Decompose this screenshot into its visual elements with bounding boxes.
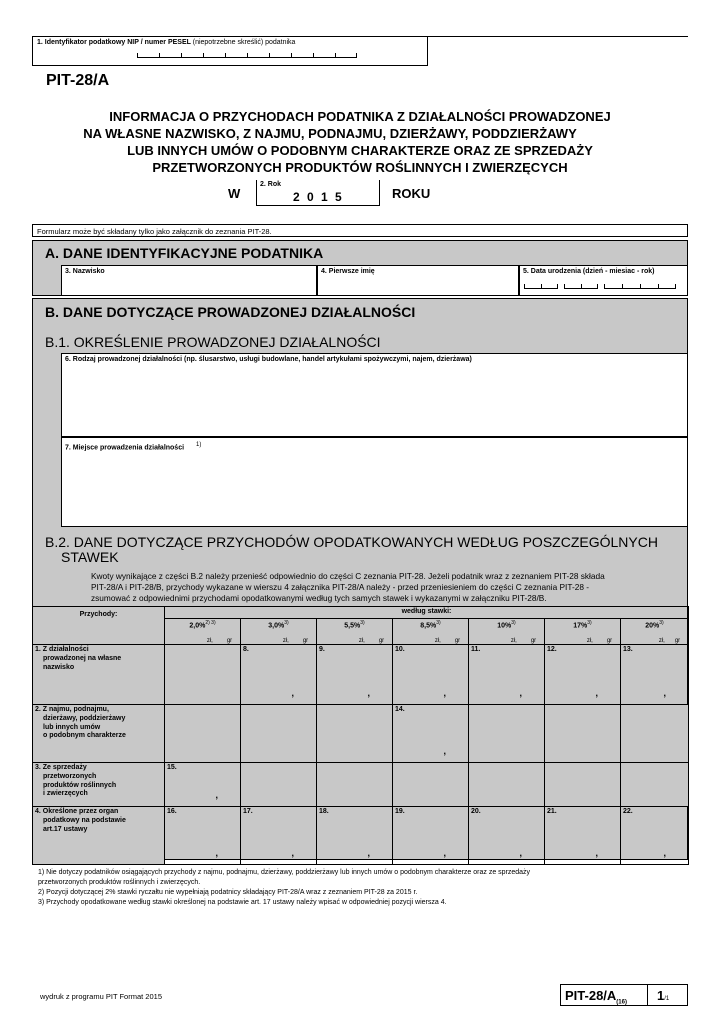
footer-divider — [647, 985, 648, 1005]
table-cell — [317, 763, 393, 807]
section-b2-line-1: B.2. DANE DOTYCZĄCE PRZYCHODÓW OPODATKOWANYCH WEDŁUG POSZCZEGÓLNYCH — [45, 534, 658, 550]
birth-date-ticks — [524, 284, 680, 289]
title-line-1: INFORMACJA O PRZYCHODACH PODATNIKA Z DZIAŁALNOŚCI PROWADZONEJ — [109, 109, 611, 124]
table-cell — [165, 705, 241, 763]
table-row — [33, 807, 689, 865]
row-label: 1. Z działalności prowadzonej na własne nazwisko — [33, 645, 165, 705]
field-18[interactable]: 18. , — [317, 807, 393, 865]
rate-sup: 3) — [511, 620, 516, 626]
footer-page-of: /1 — [664, 996, 670, 1002]
footer-code — [565, 988, 627, 1006]
activity-type-label: 6. Rodzaj prowadzonej działalności (np. ślusarstwo, usługi budowlane, handel artykułami spożywczymi, najem, dzierżawa) — [65, 356, 472, 363]
section-b1-heading: B.1. OKREŚLENIE PROWADZONEJ DZIAŁALNOŚCI — [45, 334, 381, 350]
form-code: PIT-28/A — [46, 72, 110, 89]
footnotes — [38, 868, 688, 908]
field-8[interactable]: 8. , — [241, 645, 317, 705]
table-row — [33, 705, 689, 763]
title-line-4: PRZETWORZONYCH PRODUKTÓW ROŚLINNYCH I ZWIERZĘCYCH — [152, 160, 568, 175]
rate-label: 20% — [645, 622, 660, 630]
year-box[interactable] — [256, 180, 380, 206]
section-a — [32, 240, 688, 296]
rate-2-header: 2,0%$^{2) 3)}$ zł, gr — [165, 619, 241, 645]
table-row — [33, 645, 689, 705]
field-21[interactable]: 21. , — [545, 807, 621, 865]
first-name-field[interactable] — [317, 265, 519, 296]
footer-page-num: 1 — [657, 988, 665, 1003]
rates-table — [32, 606, 689, 865]
birth-date-label: 5. Data urodzenia (dzień - miesiac - rok) — [523, 268, 655, 275]
nip-note: (niepotrzebne skreślić) podatnika — [192, 39, 296, 46]
table-cell — [241, 705, 317, 763]
rates-header-text: według stawki: — [401, 608, 452, 615]
rate-sup: 3) — [284, 620, 289, 626]
przychody-header-text: Przychody: — [79, 611, 118, 618]
activity-place-label-text: 7. Miejsce prowadzenia działalności — [65, 444, 185, 452]
rate-20-header: 20%$^{3)}$ zł, gr — [621, 619, 689, 645]
rate-8-5-header: 8,5%$^{3)}$ zł, gr — [393, 619, 469, 645]
footnote-1b: przetworzonych produktów roślinnych i zwierzęcych. — [38, 879, 201, 886]
footer-page — [657, 988, 669, 1003]
table-cell — [621, 763, 689, 807]
section-b-heading: B. DANE DOTYCZĄCE PROWADZONEJ DZIAŁALNOŚCI — [45, 304, 416, 320]
activity-type-field[interactable] — [61, 353, 688, 437]
field-15[interactable]: 15. , — [165, 763, 241, 807]
rate-label: 2,0% — [189, 622, 206, 630]
rate-sup: 3) — [436, 620, 441, 626]
table-cell — [469, 705, 545, 763]
top-right-line — [428, 36, 688, 37]
birth-date-field[interactable] — [519, 265, 688, 296]
footer-code-text: PIT-28/A — [565, 988, 617, 1003]
table-row — [33, 763, 689, 807]
rate-label: 17% — [573, 622, 588, 630]
activity-place-label — [65, 442, 201, 452]
table-cell — [621, 705, 689, 763]
title-line-3: LUB INNYCH UMÓW O PODOBNYM CHARAKTERZE ORAZ ZE SPRZEDAŻY — [127, 143, 593, 158]
field-19[interactable]: 19. , — [393, 807, 469, 865]
rate-sup: 3) — [587, 620, 592, 626]
rate-sup: 3) — [659, 620, 664, 626]
rate-17-header: 17%$^{3)}$ zł, gr — [545, 619, 621, 645]
table-cell — [241, 763, 317, 807]
rate-5-5-header: 5,5%$^{3)}$ zł, gr — [317, 619, 393, 645]
footer-version: (16) — [616, 999, 627, 1006]
field-11[interactable]: 11. , — [469, 645, 545, 705]
nip-box[interactable] — [32, 36, 428, 66]
year-value: 2 0 1 5 — [293, 190, 344, 204]
rate-sup: 3) — [360, 620, 365, 626]
section-a-heading: A. DANE IDENTYFIKACYJNE PODATNIKA — [45, 245, 324, 261]
field-12[interactable]: 12. , — [545, 645, 621, 705]
przychody-header — [33, 607, 165, 645]
section-b2-heading — [45, 535, 685, 565]
attachment-note-text: Formularz może być składany tylko jako załącznik do zeznania PIT-28. — [37, 227, 272, 236]
row-label: 3. Ze sprzedaży przetworzonych produktów roślinnych i zwierzęcych — [33, 763, 165, 807]
footnote-3: 3) Przychody opodatkowane według stawki określonej na podstawie art. 17 ustawy należy wpisać w odpowiedniej pozycji wiersza 4. — [38, 899, 447, 906]
field-13[interactable]: 13. , — [621, 645, 689, 705]
rate-10-header: 10%$^{3)}$ zł, gr — [469, 619, 545, 645]
b2-text-2: PIT-28/A i PIT-28/B, przychody wykazane w wierszu 4 załącznika PIT-28/A należy - przed przeniesieniem do części C zeznania PIT-28 - — [91, 582, 590, 592]
nip-ticks — [137, 53, 357, 58]
printout-note: wydruk z programu PIT Format 2015 — [40, 992, 162, 1001]
rate-sup: 2) 3) — [205, 620, 216, 626]
field-22[interactable]: 22. , — [621, 807, 689, 865]
field-17[interactable]: 17. , — [241, 807, 317, 865]
footnote-2: 2) Pozycji dotyczącej 2% stawki ryczałtu nie wypełniają podatnicy składający PIT-28/A wraz z zeznaniem PIT-28 za 2015 r. — [38, 889, 418, 896]
b2-text-3: zsumować z odpowiednimi przychodami opodatkowanymi według tych samych stawek i wykazanymi w załączniku PIT-28/B. — [91, 593, 547, 603]
title-roku: ROKU — [392, 186, 431, 201]
rate-label: 5,5% — [344, 622, 361, 630]
rates-header — [165, 607, 689, 619]
footnote-1a: 1) Nie dotyczy podatników osiągających przychody z najmu, podnajmu, dzierżawy, poddzierżawy lub innych umów o podobnym charakterze oraz ze sprzedaży — [38, 869, 531, 876]
year-label: 2. Rok — [260, 181, 282, 188]
field-16[interactable]: 16. , — [165, 807, 241, 865]
table-cell — [165, 645, 241, 705]
table-cell — [545, 763, 621, 807]
activity-place-field[interactable] — [61, 437, 688, 527]
field-20[interactable]: 20. , — [469, 807, 545, 865]
row-label: 2. Z najmu, podnajmu, dzierżawy, poddzierżawy lub innych umów o podobnym charakterze — [33, 705, 165, 763]
field-9[interactable]: 9. , — [317, 645, 393, 705]
rate-label: 10% — [497, 622, 512, 630]
section-b2-line-2: STAWEK — [61, 549, 119, 565]
rate-label: 8,5% — [420, 622, 437, 630]
section-b2-description — [91, 571, 687, 604]
rate-3-header: 3,0%$^{3)}$ zł, gr — [241, 619, 317, 645]
attachment-note — [32, 224, 688, 237]
footer-box — [560, 984, 688, 1006]
table-cell — [393, 763, 469, 807]
title-w: W — [228, 186, 241, 201]
b2-text-1: Kwoty wynikające z części B.2 należy przenieść odpowiednio do części C zeznania PIT-28. Jeżeli podatnik wraz z zeznaniem PIT-28 składa — [91, 571, 605, 581]
surname-label: 3. Nazwisko — [65, 268, 105, 275]
title-line-2: NA WŁASNE NAZWISKO, Z NAJMU, PODNAJMU, DZIERŻAWY, PODDZIERŻAWY — [83, 126, 577, 141]
first-name-label: 4. Pierwsze imię — [321, 268, 375, 275]
table-cell — [317, 705, 393, 763]
nip-label: 1. Identyfikator podatkowy NIP / numer PESEL — [37, 39, 191, 46]
row-label: 4. Określone przez organ podatkowy na podstawie art.17 ustawy — [33, 807, 165, 865]
activity-place-sup: 1) — [196, 442, 202, 448]
form-title — [40, 108, 680, 176]
table-cell — [545, 705, 621, 763]
table-cell — [469, 763, 545, 807]
rate-label: 3,0% — [268, 622, 285, 630]
surname-field[interactable] — [61, 265, 317, 296]
field-14[interactable]: 14. , — [393, 705, 469, 763]
field-10[interactable]: 10. , — [393, 645, 469, 705]
